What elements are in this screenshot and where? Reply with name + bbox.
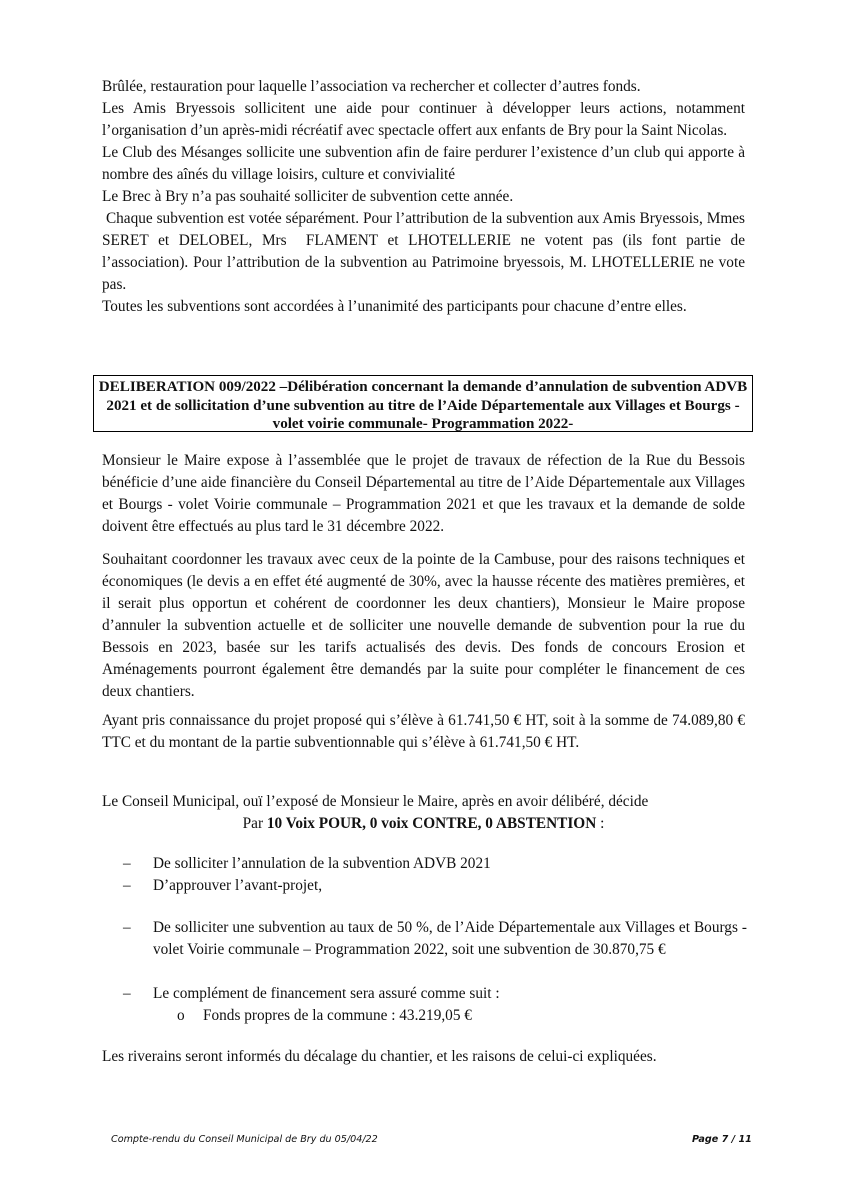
sub-bullet: o	[177, 1007, 185, 1024]
vote-prefix: Par	[242, 815, 267, 832]
sub-item-text: Fonds propres de la commune : 43.219,05 €	[203, 1007, 472, 1024]
list-item-text: De solliciter l’annulation de la subvention ADVB 2021	[153, 855, 491, 872]
intro-paragraph: Le Club des Mésanges sollicite une subvention afin de faire perdurer l’existence d’un club qui apporte à nombre des aînés du village loisirs, culture et convivialité	[102, 144, 745, 183]
vote-result	[102, 813, 745, 835]
dash-bullet: –	[123, 919, 131, 936]
page-prefix: Page	[692, 1134, 722, 1145]
body-paragraph-2: Souhaitant coordonner les travaux avec ceux de la pointe de la Cambuse, pour des raisons techniques et économiques (le devis a en effet été augmenté de 30%, avec la hausse récente des matières premières, et il serait plus opportun et cohérent de coordonner les deux chantiers), Monsieur le Maire propose d’annuler la subvention actuelle et de solliciter une nouvelle demande de subvention pour la rue du Bessois en 2023, basée sur les tarifs actualisés des devis. Des fonds de concours Erosion et Aménagements pourront également être demandés par la suite pour compléter le financement de ces deux chantiers.	[102, 551, 745, 700]
page-total: 11	[738, 1134, 752, 1145]
intro-paragraph: Le Brec à Bry n’a pas souhaité solliciter de subvention cette année.	[102, 188, 514, 205]
deliberation-title: DELIBERATION 009/2022 –Délibération concernant la demande d’annulation de subvention ADVB 2021 et de sollicitation d’une subvention au titre de l’Aide Départementale aux Villages et Bourgs - volet voirie communale- Programmation 2022-	[98, 379, 748, 432]
page-number	[692, 1134, 752, 1145]
list-item-text: D’approuver l’avant-projet,	[153, 877, 323, 894]
intro-paragraph: Toutes les subventions sont accordées à l’unanimité des participants pour chacune d’entre elles.	[102, 298, 687, 315]
page-separator: /	[728, 1134, 739, 1145]
footer-title: Compte-rendu du Conseil Municipal de Bry du 05/04/22	[111, 1134, 378, 1145]
vote-counts: 10 Voix POUR, 0 voix CONTRE, 0 ABSTENTION	[266, 815, 597, 832]
dash-bullet: –	[123, 985, 131, 1002]
intro-paragraph: Brûlée, restauration pour laquelle l’association va rechercher et collecter d’autres fonds.	[102, 78, 641, 95]
body-paragraph-1: Monsieur le Maire expose à l’assemblée que le projet de travaux de réfection de la Rue du Bessois bénéficie d’une aide financière du Conseil Départemental au titre de l’Aide Départementale aux Villages et Bourgs - volet Voirie communale – Programmation 2021 et que les travaux et la demande de solde doivent être effectués au plus tard le 31 décembre 2022.	[102, 452, 745, 535]
dash-bullet: –	[123, 855, 131, 872]
body-paragraph-3: Ayant pris connaissance du projet proposé qui s’élève à 61.741,50 € HT, soit à la somme de 74.089,80 € TTC et du montant de la partie subventionnable qui s’élève à 61.741,50 € HT.	[102, 712, 745, 751]
page-current: 7	[721, 1134, 729, 1145]
list-item-text: Le complément de financement sera assuré comme suit :	[153, 985, 500, 1002]
intro-paragraph: Les Amis Bryessois sollicitent une aide pour continuer à développer leurs actions, notamment l’organisation d’un après-midi récréatif avec spectacle offert aux enfants de Bry pour la Saint Nicolas.	[102, 100, 745, 139]
intro-section	[102, 76, 749, 318]
decision-intro: Le Conseil Municipal, ouï l’exposé de Monsieur le Maire, après en avoir délibéré, décide	[102, 793, 649, 810]
closing-paragraph: Les riverains seront informés du décalage du chantier, et les raisons de celui-ci expliquées.	[102, 1048, 657, 1065]
dash-bullet: –	[123, 877, 131, 894]
list-item-text: De solliciter une subvention au taux de 50 %, de l’Aide Départementale aux Villages et Bourgs - volet Voirie communale – Programmation 2022, soit une subvention de 30.870,75 €	[153, 919, 747, 958]
intro-paragraph: Chaque subvention est votée séparément. Pour l’attribution de la subvention aux Amis Bryessois, Mmes SERET et DELOBEL, Mrs FLAMENT et LHOTELLERIE ne votent pas (ils font partie de l’association). Pour l’attribution de la subvention au Patrimoine bryessois, M. LHOTELLERIE ne vote pas.	[102, 210, 749, 293]
vote-suffix: :	[596, 815, 605, 832]
deliberation-title-box	[93, 375, 753, 432]
